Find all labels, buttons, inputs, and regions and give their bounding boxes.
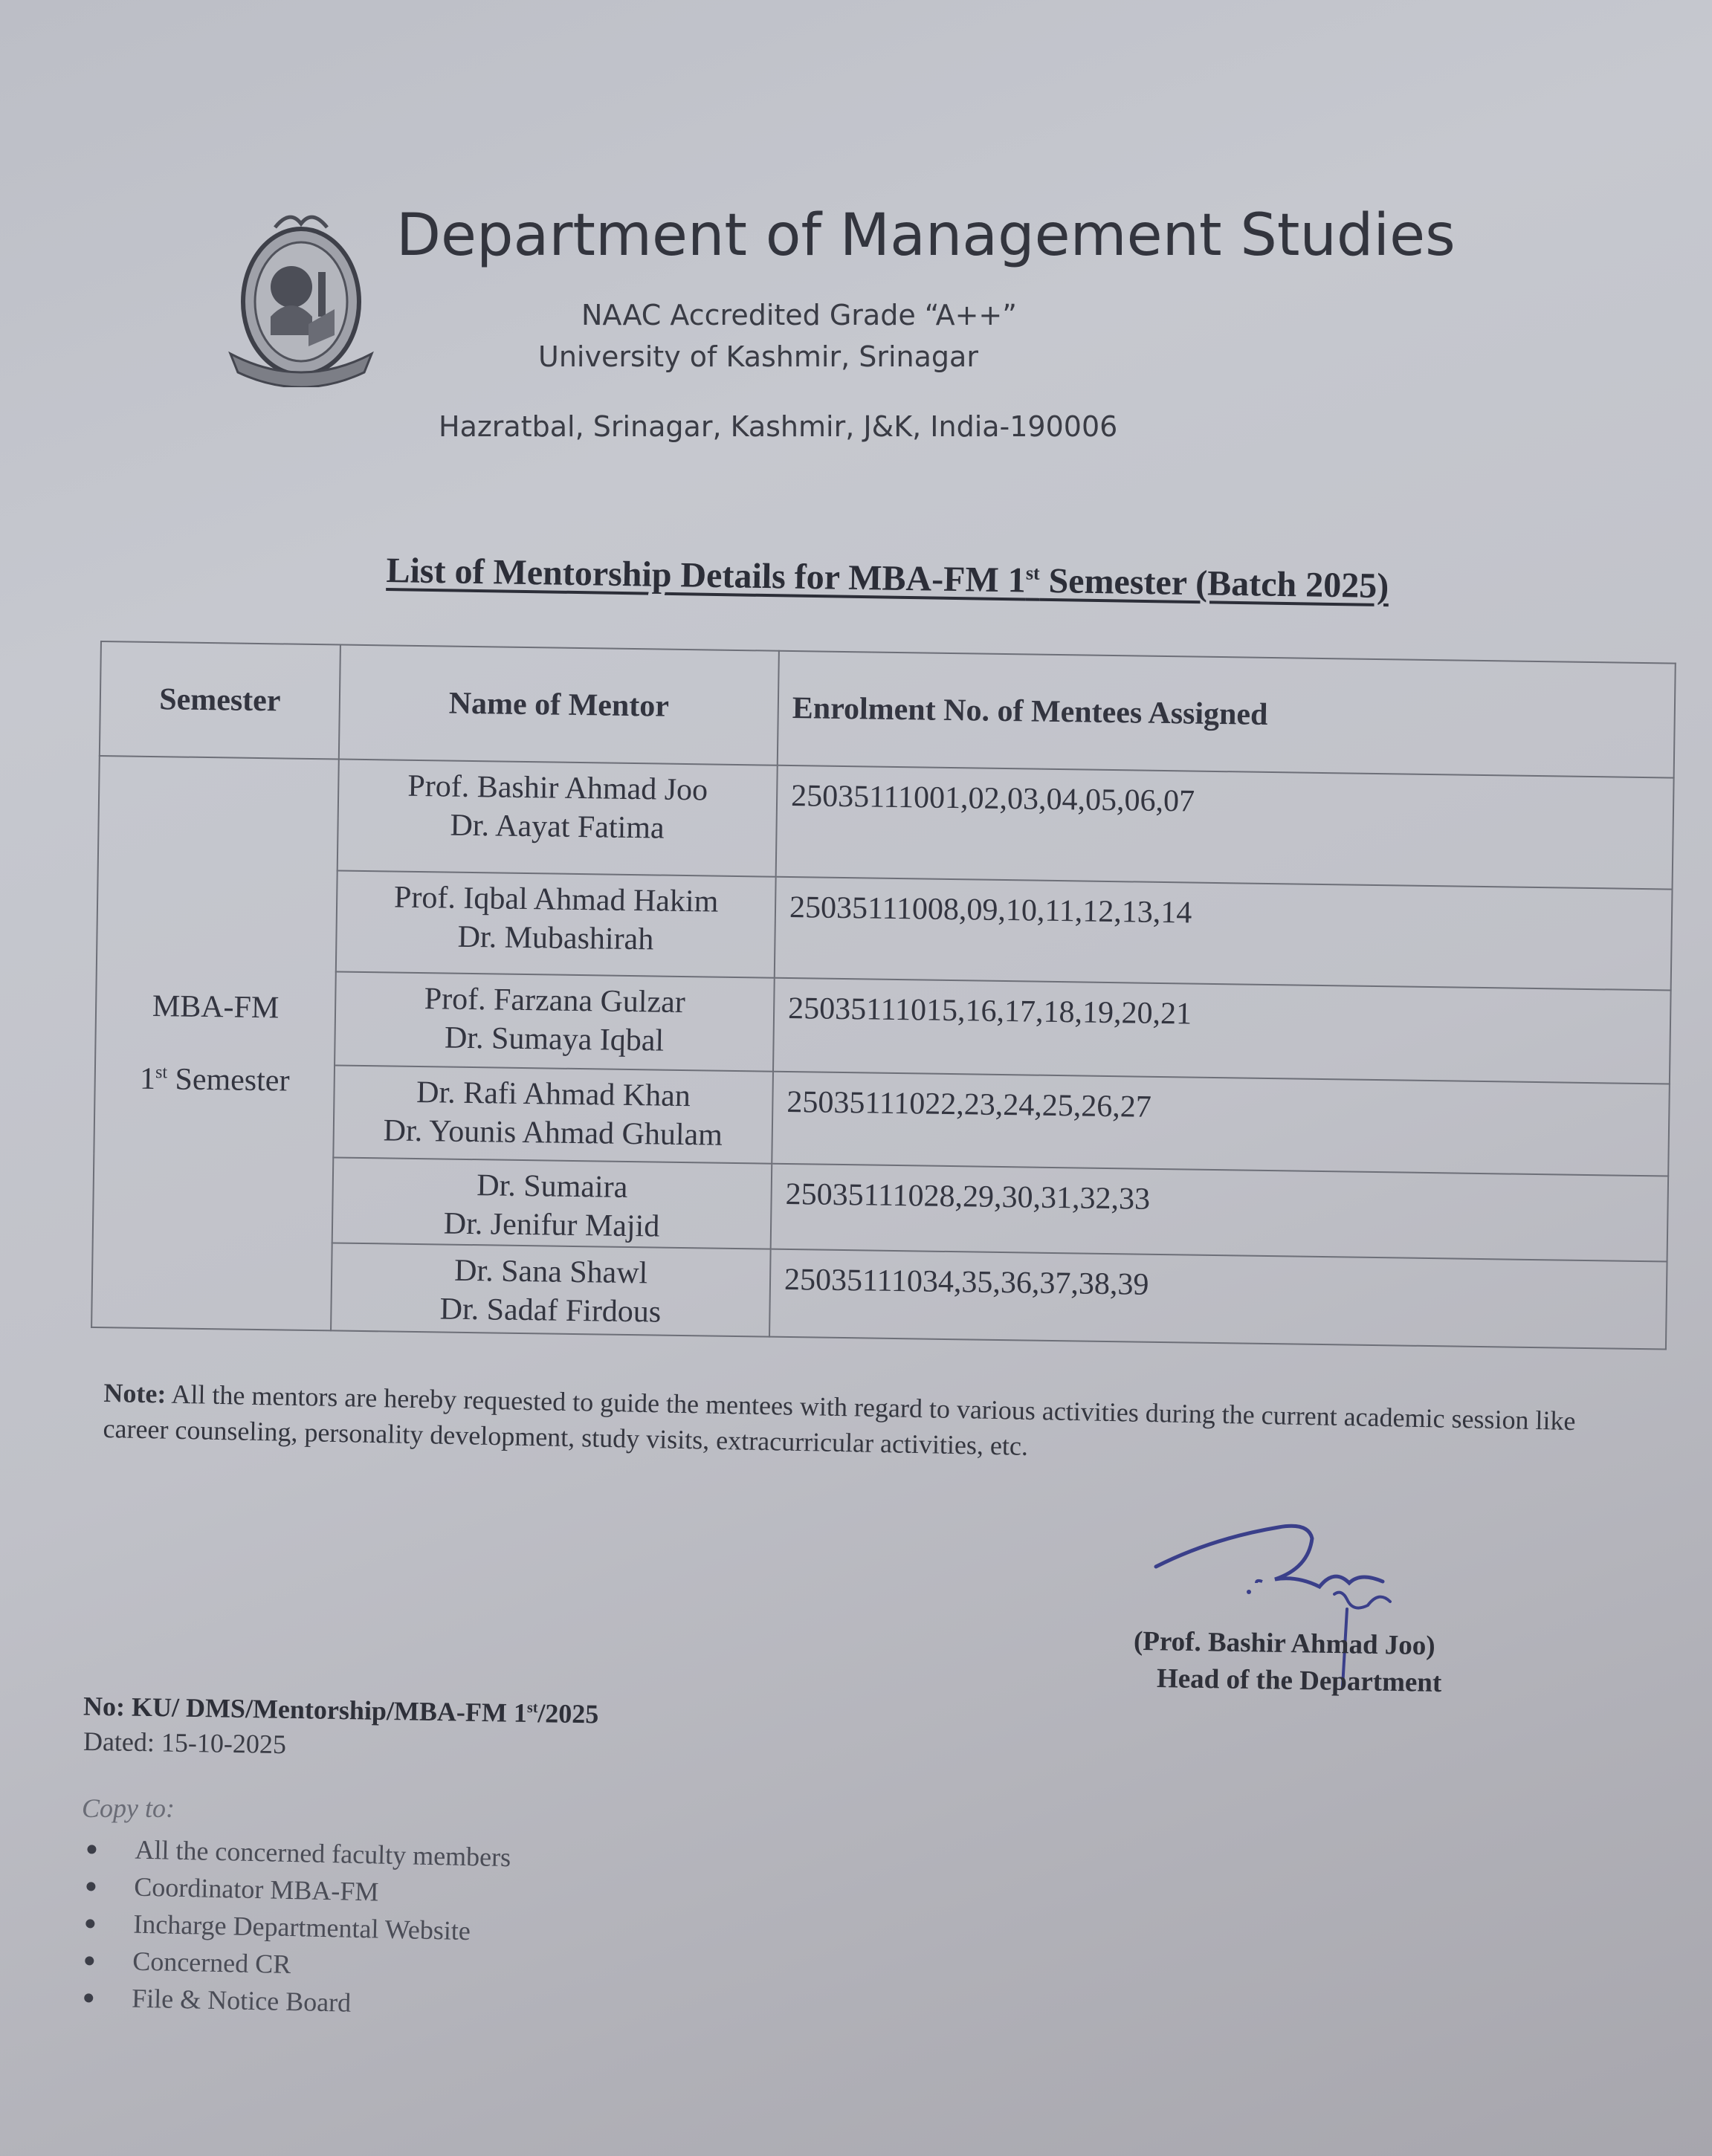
co-mentor-name: Dr. Aayat Fatima bbox=[450, 808, 665, 846]
note-label: Note: bbox=[103, 1377, 167, 1409]
ref-suffix: /2025 bbox=[537, 1698, 599, 1729]
accreditation-line: NAAC Accredited Grade “A++” bbox=[581, 299, 1017, 331]
bullet-icon bbox=[86, 1882, 95, 1891]
mentor-name: Dr. Sumaira bbox=[477, 1168, 628, 1205]
semester-number bbox=[96, 1060, 333, 1098]
mentor-cell bbox=[333, 1065, 773, 1163]
mentor-name: Prof. Iqbal Ahmad Hakim bbox=[393, 880, 719, 919]
semester-cell bbox=[91, 756, 339, 1330]
co-mentor-name: Dr. Younis Ahmad Ghulam bbox=[383, 1113, 723, 1153]
semester-program: MBA-FM bbox=[152, 988, 280, 1025]
ref-prefix: No: KU/ DMS/Mentorship/MBA-FM 1 bbox=[83, 1691, 528, 1728]
list-item-text: Incharge Departmental Website bbox=[132, 1909, 471, 1946]
header-enrolment: Enrolment No. of Mentees Assigned bbox=[778, 651, 1676, 778]
title-prefix: List of Mentorship Details for MBA-FM 1 bbox=[386, 550, 1027, 600]
enrolment-cell: 25035111028,29,30,31,32,33 bbox=[771, 1164, 1668, 1262]
enrolment-cell: 25035111001,02,03,04,05,06,07 bbox=[776, 765, 1674, 890]
copy-to-list bbox=[74, 1830, 511, 2024]
note-text: All the mentors are hereby requested to guide the mentees with regard to various activities during the current academic session like career counseling, personality development, study visits, extracurricular activities, etc. bbox=[103, 1379, 1576, 1461]
title-superscript: st bbox=[1025, 562, 1040, 584]
co-mentor-name: Dr. Jenifur Majid bbox=[443, 1206, 660, 1244]
bullet-icon bbox=[84, 1993, 93, 2002]
mentor-name: Prof. Farzana Gulzar bbox=[424, 982, 686, 1020]
enrolment-cell: 25035111015,16,17,18,19,20,21 bbox=[773, 978, 1671, 1084]
list-item-text: File & Notice Board bbox=[131, 1983, 352, 2018]
university-name: University of Kashmir, Srinagar bbox=[538, 340, 978, 373]
co-mentor-name: Dr. Sumaya Iqbal bbox=[444, 1020, 665, 1058]
address-line: Hazratbal, Srinagar, Kashmir, J&K, India-190006 bbox=[439, 410, 1118, 443]
mentor-name: Dr. Sana Shawl bbox=[453, 1253, 648, 1291]
co-mentor-name: Dr. Mubashirah bbox=[457, 919, 654, 957]
mentor-cell bbox=[336, 870, 776, 977]
enrolment-cell: 25035111022,23,24,25,26,27 bbox=[772, 1072, 1670, 1176]
semester-rest: Semester bbox=[167, 1061, 290, 1098]
reference-number bbox=[83, 1691, 599, 1730]
mentor-cell bbox=[335, 971, 775, 1071]
semester-sup: st bbox=[155, 1062, 168, 1082]
department-name: Department of Management Studies bbox=[396, 202, 1456, 269]
signatory-name: (Prof. Bashir Ahmad Joo) bbox=[1133, 1625, 1435, 1662]
issue-date: Dated: 15-10-2025 bbox=[83, 1726, 287, 1760]
mentor-cell bbox=[332, 1157, 772, 1249]
list-item-text: All the concerned faculty members bbox=[135, 1834, 511, 1873]
table-header-row bbox=[100, 641, 1676, 778]
bullet-icon bbox=[87, 1845, 96, 1854]
mentor-name: Dr. Rafi Ahmad Khan bbox=[416, 1075, 691, 1114]
bullet-icon bbox=[85, 1919, 94, 1928]
enrolment-cell: 25035111008,09,10,11,12,13,14 bbox=[775, 877, 1673, 991]
header-semester: Semester bbox=[100, 641, 340, 759]
semester-num: 1 bbox=[139, 1061, 156, 1096]
title-suffix: Semester (Batch 2025) bbox=[1039, 560, 1389, 606]
table-row bbox=[98, 756, 1674, 890]
co-mentor-name: Dr. Sadaf Firdous bbox=[439, 1292, 662, 1330]
mentor-cell bbox=[331, 1243, 771, 1336]
ref-sup: st bbox=[526, 1699, 538, 1717]
mentorship-table bbox=[91, 641, 1676, 1350]
signatory-role: Head of the Department bbox=[1156, 1663, 1442, 1699]
bullet-icon bbox=[85, 1956, 94, 1965]
mentorship-table-wrapper bbox=[91, 641, 1676, 1350]
list-item-text: Coordinator MBA-FM bbox=[133, 1871, 379, 1907]
mentor-name: Prof. Bashir Ahmad Joo bbox=[407, 768, 708, 808]
enrolment-cell: 25035111034,35,36,37,38,39 bbox=[769, 1249, 1667, 1350]
note-paragraph bbox=[103, 1375, 1627, 1475]
header-mentor: Name of Mentor bbox=[339, 645, 779, 765]
university-seal-icon bbox=[223, 205, 379, 387]
mentor-cell bbox=[337, 759, 778, 876]
list-item-text: Concerned CR bbox=[132, 1946, 291, 1980]
document-title bbox=[386, 550, 1389, 606]
copy-to-label: Copy to: bbox=[82, 1793, 175, 1823]
